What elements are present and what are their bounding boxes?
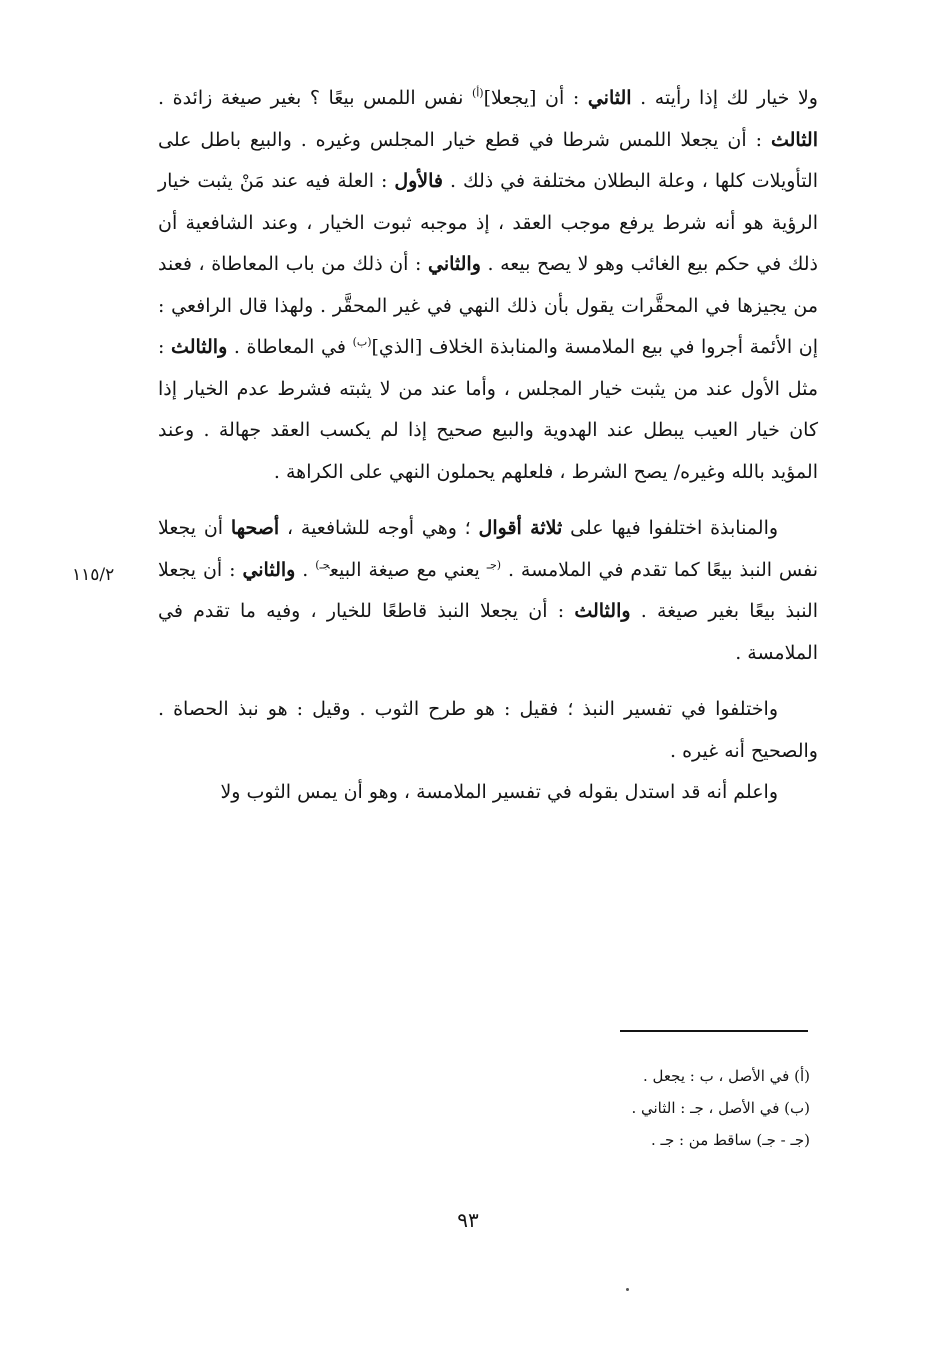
text-run: أن يجعلا نفس النبذ بيعًا كما تقدم في الملامسة .: [158, 517, 819, 581]
footnote-marker: (ب): [352, 335, 372, 349]
paragraph-3: واختلفوا في تفسير النبذ ؛ فقيل : هو طرح الثوب . وقيل : هو نبذ الحصاة . والصحيح أنه غيره .: [158, 698, 818, 762]
text-run: والمنابذة اختلفوا فيها على: [570, 517, 779, 539]
page-number: ٩٣: [457, 1208, 479, 1232]
bold-term: ثلاثة أقوال: [478, 517, 563, 539]
text-run: .: [302, 558, 309, 581]
text-run: : أن يجعلا النبذ بيعًا بغير صيغة .: [158, 558, 818, 622]
bold-term: الثالث: [770, 128, 818, 151]
footnote-divider: [620, 1030, 808, 1032]
ink-speck: [626, 1288, 629, 1291]
text-run: يعني مع صيغة البيع: [329, 558, 480, 581]
margin-reference: ١١٥/٢: [72, 565, 115, 585]
text-run: : أن يجعلا النبذ قاطعًا للخيار ، وفيه ما تقدم في الملامسة .: [158, 600, 818, 664]
text-run: : أن [يجعلا]: [483, 87, 580, 109]
text-run: : مثل الأول عند من يثبت خيار المجلس ، وأما عند من لا يثبته فشرط عدم الخيار إذا كان خيار العيب يبطل عند الهدوية والبيع صحيح إذا لم يكسب العقد جهالة . وعند المؤيد بالله وغيره/ يصح الشرط ، فلعلهم يحملون النهي على الكراهة .: [158, 336, 818, 483]
footnote-marker: (أ): [471, 86, 484, 100]
footnote-b: (ب) في الأصل ، جـ : الثاني .: [631, 1099, 810, 1117]
bold-term: والثالث: [574, 600, 631, 622]
text-run: : أن يجعلا اللمس شرطا في قطع خيار المجلس وغيره . والبيع باطل على التأويلات كلها ، وعلة البطلان مختلفة في ذلك .: [158, 128, 818, 192]
footnote-marker: (جـ: [486, 558, 502, 572]
footnote-marker: جـ): [315, 558, 330, 572]
text-run: في المعاطاة .: [233, 336, 346, 358]
bold-term: أصحها: [230, 517, 280, 539]
bold-term: فالأول: [394, 170, 443, 192]
text-run: : أن ذلك من باب المعاطاة ، فعند من يجيزها في المحقَّرات يقول بأن ذلك النهي في غير المحقَّر . ولهذا قال الرافعي : إن الأئمة أجروا في بيع الملامسة والمنابذة الخلاف [الذي]: [158, 253, 819, 358]
text-run: ولا خيار لك إذا رأيته .: [640, 87, 818, 109]
paragraph-2: [158, 508, 818, 674]
main-text: [158, 78, 818, 814]
text-run: : العلة فيه عند مَنْ يثبت خيار الرؤية هو أنه شرط يرفع موجب العقد ، إذ موجبه ثبوت الخيار ، وعند الشافعية أن ذلك في حكم بيع الغائب وهو لا يصح بيعه .: [158, 170, 819, 275]
footnote-a: (أ) في الأصل ، ب : يجعل .: [643, 1067, 810, 1085]
text-run: ؛ وهي أوجه للشافعية ،: [286, 517, 471, 539]
paragraph-1: [158, 78, 818, 493]
bold-term: والثاني: [242, 558, 296, 581]
bold-term: والثاني: [428, 253, 481, 275]
text-run: نفس اللمس بيعًا ؟ بغير صيغة زائدة .: [158, 87, 464, 109]
footnote-c: (جـ - جـ) ساقط من : جـ .: [651, 1131, 810, 1149]
footnotes: [560, 1060, 810, 1156]
paragraph-4: واعلم أنه قد استدل بقوله في تفسير الملامسة ، وهو أن يمس الثوب ولا: [220, 781, 778, 803]
bold-term: الثاني: [587, 87, 632, 109]
bold-term: والثالث: [171, 336, 228, 358]
